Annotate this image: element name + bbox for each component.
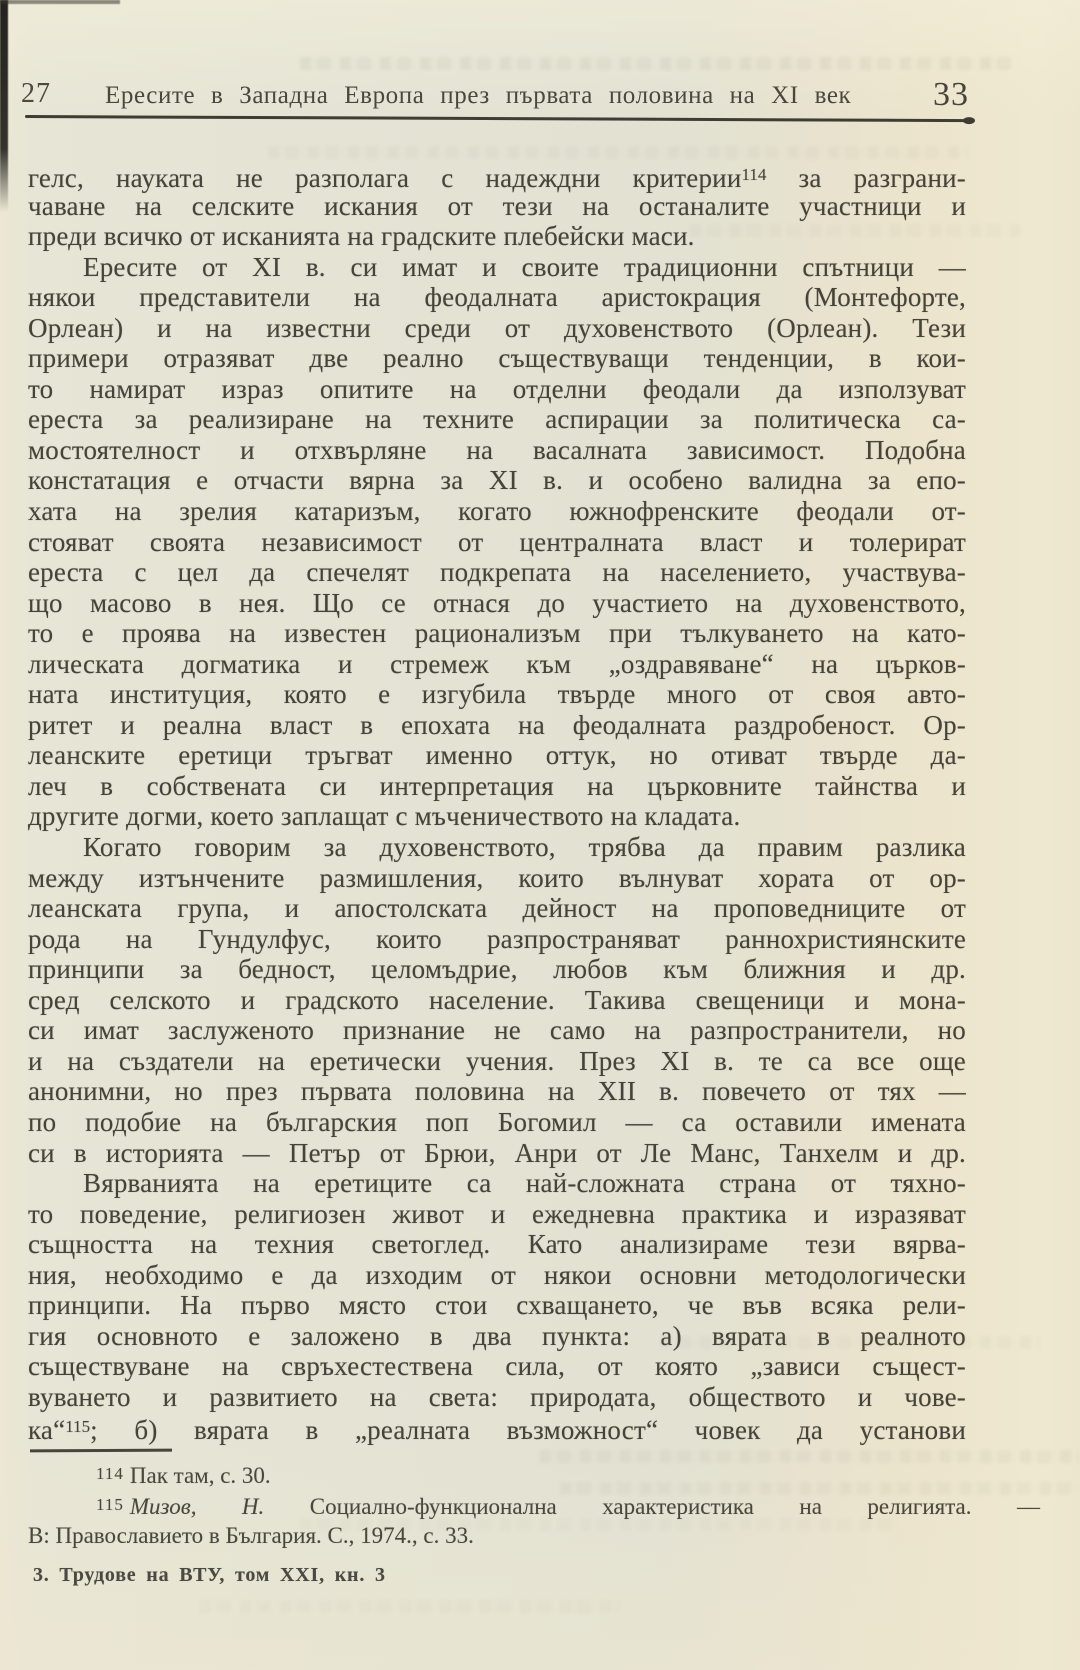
body-text-line: ритет и реална власт в епохата на феодалната раздробеност. Ор- xyxy=(28,709,966,740)
body-text-line: някои представители на феодалната аристокрация (Монтефорте, xyxy=(28,282,966,313)
body-text-line: леч в собствената си интерпретация на църковните тайнства и xyxy=(28,770,966,801)
footnote-line xyxy=(28,1490,1040,1521)
body-text-line: преди всичко от исканията на градските плебейски маси. xyxy=(28,221,695,252)
body-text-line: ния, необходимо е да изходим от някои основни методологически xyxy=(28,1259,966,1290)
body-text-line: ната институция, която е изгубила твърде много от своя авто- xyxy=(28,679,966,710)
scan-top-edge-shadow xyxy=(0,0,120,4)
body-text-line: Когато говорим за духовенството, трябва да правим разлика xyxy=(83,832,966,863)
body-text-line: същността на техния светоглед. Като анализираме тези вярва- xyxy=(28,1229,966,1260)
body-paragraph xyxy=(28,832,966,1168)
footnote-line xyxy=(28,1459,1040,1490)
body-text-line: чаване на селските искания от тези на останалите участници и xyxy=(28,190,966,221)
body-text-line: Ересите от XI в. си имат и своите традиционни спътници — xyxy=(83,251,966,282)
footnote-text: Социално-функционална характеристика на религията. — xyxy=(264,1494,1040,1520)
body-text-line: анонимни, но през първата половина на XII в. повечето от тях — xyxy=(28,1076,966,1107)
archive-number: 27 xyxy=(21,78,51,109)
body-text-line: другите догми, което заплащат с мъченичеството на кладата. xyxy=(28,801,741,832)
body-text-line: Вярванията на еретиците са най-сложната страна от тяхно- xyxy=(83,1168,966,1199)
body-text-line: лическата догматика и стремеж към „оздравяване“ на църков- xyxy=(28,648,966,679)
body-text-line: примери отразяват две реално съществуващи тенденции, в кои- xyxy=(28,343,966,374)
bleed-through-ghost xyxy=(200,1600,620,1613)
bleed-through-ghost xyxy=(268,146,968,159)
body-text-line: рода на Гундулфус, които разпространяват раннохристиянските xyxy=(28,923,966,954)
body-text-line: ереста с цел да спечелят подкрепата на населението, участвува- xyxy=(28,557,966,588)
body-text-line: си имат заслуженото признание не само на разпространители, но xyxy=(28,1015,966,1046)
body-paragraph xyxy=(28,1168,966,1446)
body-text-line: принципи за бедност, целомъдрие, любов към ближния и др. xyxy=(28,954,966,985)
body-text-line: констатация е отчасти вярна за XI в. и особено валидна за епо- xyxy=(28,465,966,496)
body-text-line: по подобие на българския поп Богомил — са оставили имената xyxy=(28,1106,966,1137)
body-paragraph xyxy=(28,252,966,832)
footnotes-block xyxy=(28,1459,1040,1551)
printer-signature: 3. Трудове на ВТУ, том XXI, кн. 3 xyxy=(33,1564,386,1586)
body-text-line: леанските еретици тръгват именно оттук, но отиват твърде да- xyxy=(28,740,966,771)
body-text-line: гия основното е заложено в два пункта: а) вярата в реалното xyxy=(28,1320,966,1351)
body-text-line: ка“$^{115}$; б) вярата в „реалната възможност“ човек да установи xyxy=(28,1415,966,1446)
footnote-author: Мизов, Н. xyxy=(129,1494,265,1520)
body-text-line: то намират израз опитите на отделни феодали да използуват xyxy=(28,373,966,404)
body-text-line: стояват своята независимост от централната власт и толерират xyxy=(28,526,966,557)
body-text-line: гелс, науката не разполага с надеждни критерии$^{114}$ за разграни- xyxy=(28,163,966,193)
footnote-text: В: Православието в България. С., 1974., с. 33. xyxy=(28,1523,474,1549)
footnote-reference: 114 xyxy=(741,165,767,184)
body-text-line: хата на зрелия катаризъм, когато южнофренските феодали от- xyxy=(28,496,966,527)
footnote-marker: 114 xyxy=(96,1464,124,1483)
body-text-line: вуването и развитието на света: природата, обществото и чове- xyxy=(28,1381,966,1412)
body-text-line: принципи. На първо място стои схващането, че във всяка рели- xyxy=(28,1290,966,1321)
header-rule xyxy=(25,115,973,122)
body-paragraph xyxy=(28,160,966,252)
body-text-line: и на създатели на еретически учения. През XI в. те са все още xyxy=(28,1045,966,1076)
bleed-through-ghost xyxy=(300,57,1012,70)
body-text-line: ереста за реализиране на техните аспирации за политическа са- xyxy=(28,404,966,435)
page-number: 33 xyxy=(933,76,969,113)
body-text-line: що масово в нея. Що се отнася до участието на духовенството, xyxy=(28,587,966,618)
body-text-line: леанската група, и апостолската дейност на проповедниците от xyxy=(28,893,966,924)
footnote-text: Пак там, с. 30. xyxy=(129,1463,271,1488)
body-text-line: съществуване на свръхестествена сила, от която „зависи същест- xyxy=(28,1351,966,1382)
footnote-reference: 115 xyxy=(65,1417,91,1437)
running-head-title: Ересите в Западна Европа през първата половина на XI век xyxy=(105,82,852,109)
body-text-line: сред селското и градското население. Такива свещеници и мона- xyxy=(28,984,966,1015)
scan-left-edge-shadow xyxy=(0,0,8,212)
body-text-line: Орлеан) и на известни среди от духовенството (Орлеан). Тези xyxy=(28,312,966,343)
body-text-line: то поведение, религиозен живот и ежедневна практика и изразяват xyxy=(28,1198,966,1229)
footnote-line xyxy=(28,1521,1040,1550)
footnote-separator-rule xyxy=(30,1449,172,1453)
footnote-marker: 115 xyxy=(96,1495,124,1515)
page-body-text xyxy=(28,160,966,1446)
body-text-line: си в историята — Петър от Брюи, Анри от Ле Манс, Танхелм и др. xyxy=(28,1137,966,1168)
body-text-line: мостоятелност и отхвърляне на васалната зависимост. Подобна xyxy=(28,434,966,465)
body-text-line: то е проява на известен рационализъм при тълкуването на като- xyxy=(28,618,966,649)
body-text-line: между изтънчените размишления, които вълнуват хората от ор- xyxy=(28,862,966,893)
